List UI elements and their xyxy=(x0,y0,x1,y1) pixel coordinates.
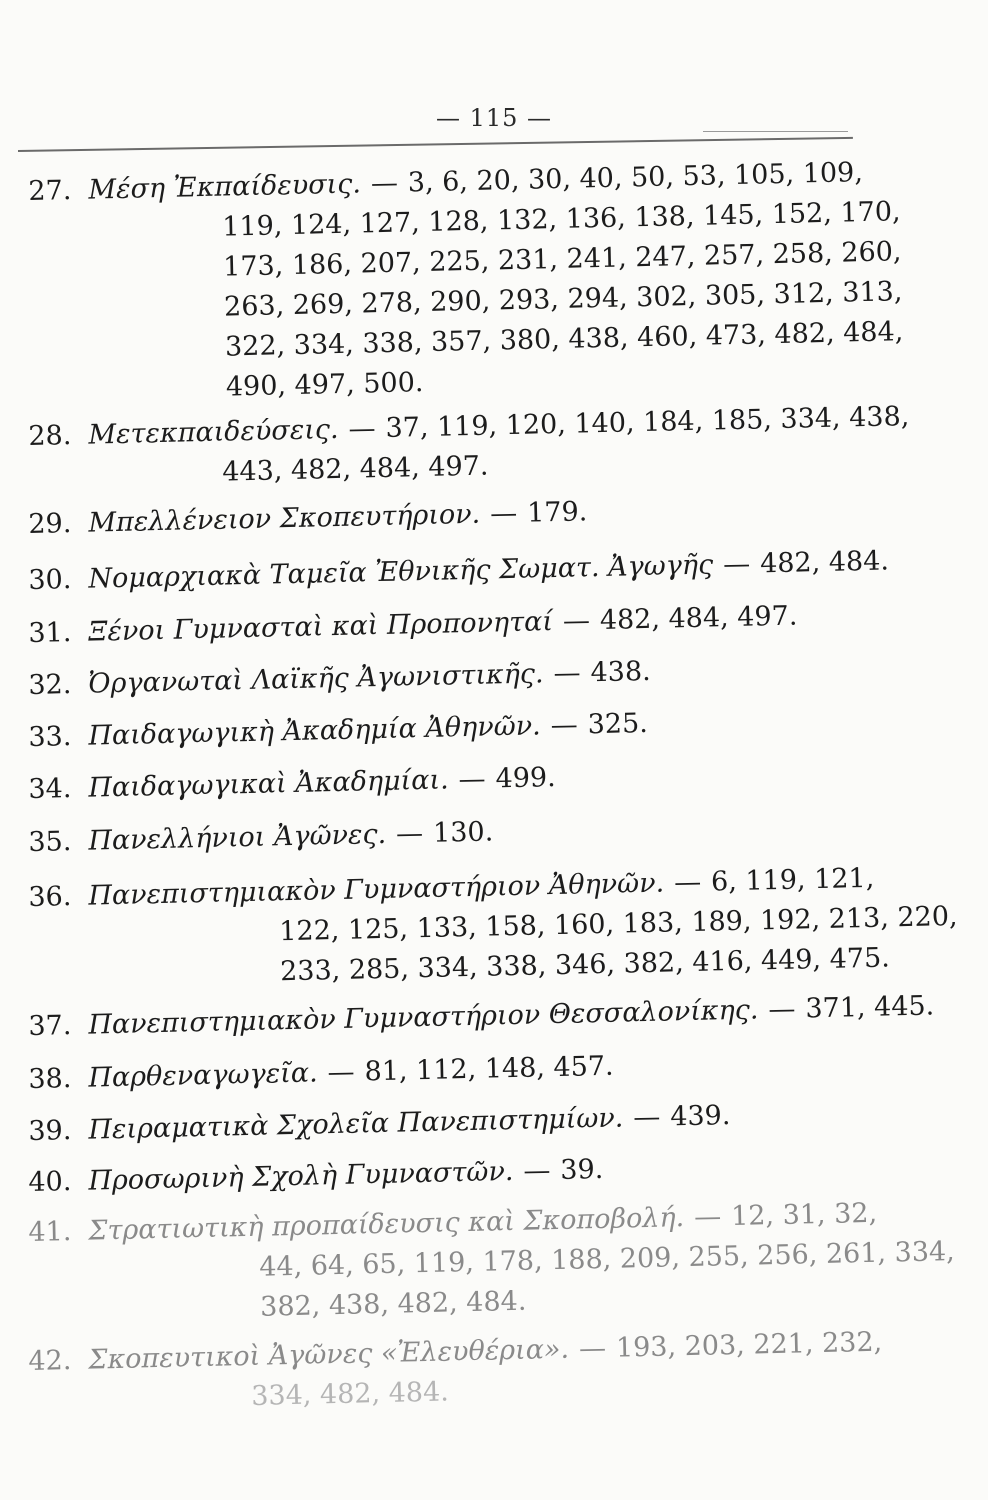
entry-term: Πανεπιστημιακὸν Γυμναστήριον Ἀθηνῶν. xyxy=(88,867,665,912)
entry-number: 29. xyxy=(28,508,72,540)
entry-term: Μέση Ἐκπαίδευσις. xyxy=(88,168,362,206)
entry-refs: 439. xyxy=(669,1100,731,1133)
index-entry-36 xyxy=(28,858,958,998)
entry-continuation: 334, 482, 484. xyxy=(250,1376,450,1412)
entry-line: 38. Παρθεναγωγεῖα. — 81, 112, 148, 457. xyxy=(28,1040,909,1100)
entry-term: Πειραματικὰ Σχολεῖα Πανεπιστημίων. xyxy=(88,1102,624,1146)
entry-line: 34. Παιδαγωγικαὶ Ἀκαδημίαι. — 499. xyxy=(28,750,909,810)
entry-refs: 499. xyxy=(495,762,557,795)
index-entry-32 xyxy=(28,646,909,706)
entry-refs: 81, 112, 148, 457. xyxy=(364,1050,614,1088)
entry-continuation: 382, 438, 482, 484. xyxy=(259,1285,527,1323)
index-entry-33 xyxy=(28,698,909,758)
page-number: — 115 — xyxy=(435,104,553,132)
entry-refs: 12, 31, 32, xyxy=(730,1197,878,1233)
entry-term: Προσωρινὴ Σχολὴ Γυμναστῶν. xyxy=(88,1155,514,1197)
entry-term: Πανεπιστημιακὸν Γυμναστήριον Θεσσαλονίκης. xyxy=(88,994,759,1041)
entry-term: Παρθεναγωγεῖα. xyxy=(88,1057,318,1094)
entry-refs: 482, 484, 497. xyxy=(599,600,798,637)
index-entry-28 xyxy=(28,397,910,497)
entry-line: 30. Νομαρχιακὰ Ταμεῖα Ἐθνικῆς Σωματ. Ἀγωγῆς — 482, 484. xyxy=(28,541,909,601)
entry-term: Παιδαγωγικαὶ Ἀκαδημίαι. xyxy=(88,764,449,804)
entry-line: 31. Ξένοι Γυμνασταὶ καὶ Προπονηταί — 482, 484, 497. xyxy=(28,594,909,654)
entry-line: 36. Πανεπιστημιακὸν Γυμναστήριον Ἀθηνῶν. — 6, 119, 121, xyxy=(28,858,909,918)
index-entry-27 xyxy=(28,152,913,412)
entry-number: 41. xyxy=(28,1216,72,1248)
index-entry-31 xyxy=(28,594,909,654)
entry-line: 28. Μετεκπαιδεύσεις. — 37, 119, 120, 140, 184, 185, 334, 438, xyxy=(28,397,909,457)
entry-number: 40. xyxy=(28,1166,72,1198)
entry-refs: 482, 484. xyxy=(759,545,890,580)
index-entry-34 xyxy=(28,750,909,810)
entry-line: 41. Στρατιωτικὴ προπαίδευσις καὶ Σκοποβολή. — 12, 31, 32, xyxy=(28,1193,909,1253)
entry-line: 42. Σκοπευτικοὶ Ἀγῶνες «Ἐλευθέρια». — 193, 203, 221, 232, xyxy=(28,1322,909,1382)
entry-continuation: 44, 64, 65, 119, 178, 188, 209, 255, 256, 261, 334, xyxy=(258,1235,956,1283)
entry-number: 27. xyxy=(28,175,72,207)
index-entry-42 xyxy=(28,1322,910,1422)
entry-term: Μετεκπαιδεύσεις. xyxy=(88,413,339,451)
entry-number: 42. xyxy=(28,1345,72,1377)
header-rule xyxy=(18,137,853,152)
entry-line: 37. Πανεπιστημιακὸν Γυμναστήριον Θεσσαλονίκης. — 371, 445. xyxy=(28,987,909,1047)
entry-term: Νομαρχιακὰ Ταμεῖα Ἐθνικῆς Σωματ. Ἀγωγῆς xyxy=(88,549,714,595)
entry-number: 38. xyxy=(28,1063,72,1095)
entry-line: 32. Ὀργανωταὶ Λαϊκῆς Ἀγωνιστικῆς. — 438. xyxy=(28,646,909,706)
entry-continuation: 263, 269, 278, 290, 293, 294, 302, 305, 312, 313, xyxy=(223,276,903,323)
entry-number: 39. xyxy=(28,1115,72,1147)
index-entry-35 xyxy=(28,803,909,863)
entry-refs: 325. xyxy=(587,707,649,741)
index-entry-41 xyxy=(28,1193,956,1333)
entry-continuation: 119, 124, 127, 128, 132, 136, 138, 145, 152, 170, xyxy=(221,196,901,243)
entry-number: 35. xyxy=(28,826,72,858)
header-rule-short xyxy=(703,131,848,132)
entry-refs: 179. xyxy=(526,496,588,529)
entry-continuation: 233, 285, 334, 338, 346, 382, 416, 449, 475. xyxy=(279,942,891,988)
entry-term: Μπελλένειον Σκοπευτήριον. xyxy=(88,498,481,539)
entry-number: 30. xyxy=(28,564,72,596)
entry-continuation: 173, 186, 207, 225, 231, 241, 247, 257, 258, 260, xyxy=(222,236,902,283)
entry-refs: 193, 203, 221, 232, xyxy=(615,1326,883,1364)
entry-number: 37. xyxy=(28,1010,72,1042)
entry-term: Στρατιωτικὴ προπαίδευσις καὶ Σκοποβολή. xyxy=(88,1202,685,1247)
entry-refs: 3, 6, 20, 30, 40, 50, 53, 105, 109, xyxy=(407,157,864,199)
entry-line: 40. Προσωρινὴ Σχολὴ Γυμναστῶν. — 39. xyxy=(28,1143,909,1203)
index-entry-40 xyxy=(28,1143,909,1203)
entry-line: 33. Παιδαγωγικὴ Ἀκαδημία Ἀθηνῶν. — 325. xyxy=(28,698,909,758)
entry-refs: 37, 119, 120, 140, 184, 185, 334, 438, xyxy=(385,401,910,444)
entry-number: 34. xyxy=(28,773,72,805)
entry-line: 27. Μέση Ἐκπαίδευσις. — 3, 6, 20, 30, 40, 50, 53, 105, 109, xyxy=(28,152,909,212)
index-entry-38 xyxy=(28,1040,909,1100)
entry-number: 31. xyxy=(28,617,72,649)
entry-refs: 371, 445. xyxy=(805,990,935,1025)
index-entry-30 xyxy=(28,541,909,601)
entry-line: 35. Πανελλήνιοι Ἀγῶνες. — 130. xyxy=(28,803,909,863)
entry-term: Σκοπευτικοὶ Ἀγῶνες «Ἐλευθέρια». xyxy=(88,1333,570,1376)
entry-continuation: 443, 482, 484, 497. xyxy=(221,450,489,488)
index-entry-37 xyxy=(28,987,935,1047)
entry-term: Ξένοι Γυμνασταὶ καὶ Προπονηταί xyxy=(88,606,554,648)
entry-refs: 39. xyxy=(560,1153,604,1186)
entry-continuation: 490, 497, 500. xyxy=(225,367,424,403)
index-entry-39 xyxy=(28,1092,909,1152)
entry-number: 28. xyxy=(28,420,72,452)
entry-refs: 438. xyxy=(590,655,652,689)
entry-number: 33. xyxy=(28,721,72,753)
entry-line: 39. Πειραματικὰ Σχολεῖα Πανεπιστημίων. — 439. xyxy=(28,1092,909,1152)
entry-term: Ὀργανωταὶ Λαϊκῆς Ἀγωνιστικῆς. xyxy=(88,658,544,700)
entry-continuation: 122, 125, 133, 158, 160, 183, 189, 192, 213, 220, xyxy=(278,900,958,948)
entry-line: 29. Μπελλένειον Σκοπευτήριον. — 179. xyxy=(28,485,909,545)
entry-number: 36. xyxy=(28,881,72,913)
entry-refs: 6, 119, 121, xyxy=(710,862,875,898)
entry-refs: 130. xyxy=(432,816,494,849)
entry-term: Πανελλήνιοι Ἀγῶνες. xyxy=(88,818,387,857)
entry-number: 32. xyxy=(28,669,72,701)
entry-continuation: 322, 334, 338, 357, 380, 438, 460, 473, 482, 484, xyxy=(224,316,904,363)
entry-term: Παιδαγωγικὴ Ἀκαδημία Ἀθηνῶν. xyxy=(88,710,542,752)
